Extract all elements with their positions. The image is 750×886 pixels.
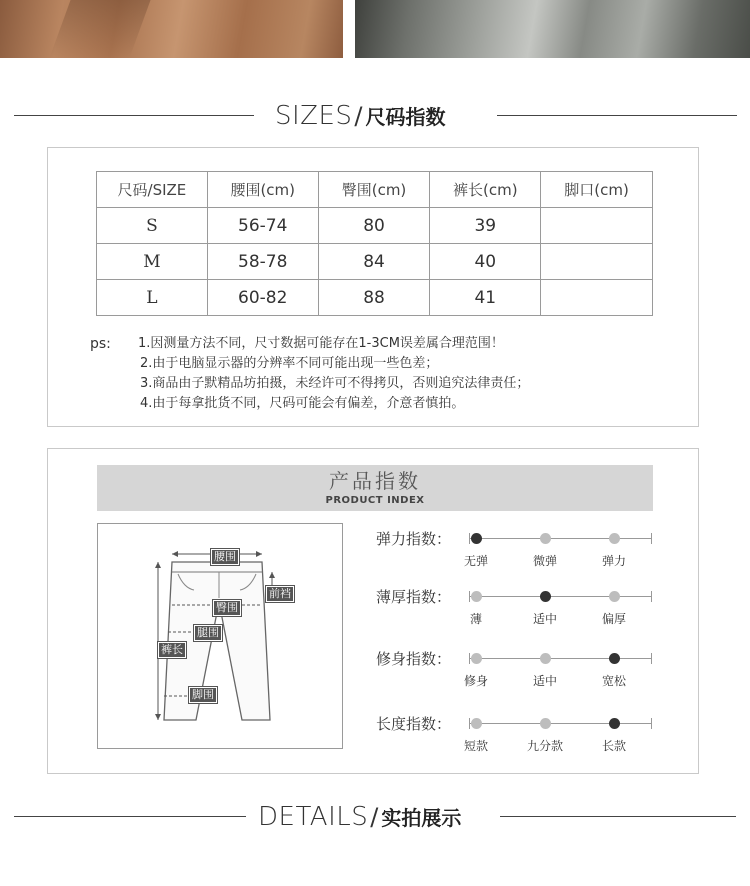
details-heading-cn: 实拍展示 xyxy=(381,806,462,830)
size-table-header: 尺码/SIZE xyxy=(97,172,208,208)
index-title: 长度指数： xyxy=(376,715,452,733)
index-dot xyxy=(540,718,551,729)
heading-rule-left xyxy=(14,115,254,116)
index-track-cap-right xyxy=(651,718,652,729)
size-chart-box xyxy=(47,147,699,427)
index-track xyxy=(469,658,652,659)
details-heading-en: DETAILS xyxy=(258,802,369,832)
details-heading-sep: / xyxy=(370,803,379,831)
length-cell: 39 xyxy=(430,208,541,244)
index-option-label: 九分款 xyxy=(526,739,563,753)
index-track xyxy=(469,538,652,539)
size-cell: L xyxy=(97,280,208,316)
size-table-header: 臀围(cm) xyxy=(318,172,430,208)
index-dot xyxy=(471,591,482,602)
index-track xyxy=(469,723,652,724)
index-option-label: 宽松 xyxy=(601,674,626,688)
product-index-title-cn: 产品指数 xyxy=(329,469,421,493)
index-dot-selected xyxy=(609,653,620,664)
product-index-title-en: PRODUCT INDEX xyxy=(325,495,425,506)
sizes-heading-sep: / xyxy=(354,102,363,130)
thickness-index xyxy=(376,587,656,627)
length-index xyxy=(376,714,656,754)
index-title: 弹力指数： xyxy=(376,530,452,548)
table-row xyxy=(97,280,653,316)
details-heading xyxy=(0,797,750,837)
thigh-label: 腿围 xyxy=(194,625,222,641)
index-dot xyxy=(540,653,551,664)
details-heading-text xyxy=(258,797,461,837)
size-cell: M xyxy=(97,244,208,280)
heading-rule-right xyxy=(497,115,737,116)
table-row xyxy=(97,208,653,244)
index-option-label: 修身 xyxy=(463,674,488,688)
size-table-header-row xyxy=(97,172,653,208)
index-dot xyxy=(540,533,551,544)
product-photo-grey xyxy=(355,0,750,58)
elasticity-index xyxy=(376,529,656,569)
index-track xyxy=(469,596,652,597)
index-option-label: 微弹 xyxy=(532,554,557,568)
index-dot xyxy=(471,718,482,729)
index-dot-selected xyxy=(471,533,482,544)
hip-label: 臀围 xyxy=(213,600,241,616)
hem-label: 脚围 xyxy=(189,687,217,703)
note-item: 4.由于每拿批货不同，尺码可能会有偏差，介意者慎拍。 xyxy=(140,396,465,411)
index-title: 修身指数： xyxy=(376,650,452,668)
pants-diagram xyxy=(97,523,343,749)
waist-cell: 58-78 xyxy=(207,244,318,280)
waist-cell: 56-74 xyxy=(207,208,318,244)
product-photo-brown xyxy=(0,0,343,58)
index-option-label: 薄 xyxy=(469,612,482,626)
size-table-header: 腰围(cm) xyxy=(207,172,318,208)
waist-label: 腰围 xyxy=(211,549,239,565)
index-option-label: 无弹 xyxy=(463,554,488,568)
index-track-cap-right xyxy=(651,653,652,664)
sizes-heading-cn: 尺码指数 xyxy=(365,105,446,129)
front-rise-label: 前裆 xyxy=(266,586,294,602)
sizes-heading xyxy=(0,96,750,136)
hip-cell: 84 xyxy=(318,244,430,280)
index-title: 薄厚指数： xyxy=(376,588,452,606)
index-track-cap-left xyxy=(469,591,470,602)
hem-cell xyxy=(541,208,653,244)
size-table-header: 脚口(cm) xyxy=(541,172,653,208)
hem-cell xyxy=(541,280,653,316)
index-dot xyxy=(609,591,620,602)
note-item: 3.商品由子默精品坊拍摄，未经许可不得拷贝，否则追究法律责任； xyxy=(140,376,530,391)
heading-rule-left xyxy=(14,816,246,817)
table-row xyxy=(97,244,653,280)
heading-rule-right xyxy=(500,816,736,817)
note-item: 1.因测量方法不同，尺寸数据可能存在1-3CM误差属合理范围！ xyxy=(138,336,504,351)
index-option-label: 适中 xyxy=(532,674,557,688)
index-dot xyxy=(609,533,620,544)
size-cell: S xyxy=(97,208,208,244)
hip-cell: 80 xyxy=(318,208,430,244)
index-dot xyxy=(471,653,482,664)
note-item: 2.由于电脑显示器的分辨率不同可能出现一些色差； xyxy=(140,356,439,371)
sizes-heading-text xyxy=(275,96,446,136)
hem-cell xyxy=(541,244,653,280)
length-cell: 40 xyxy=(430,244,541,280)
index-dot-selected xyxy=(609,718,620,729)
notes-list xyxy=(138,334,658,414)
product-index-banner xyxy=(97,465,653,511)
length-label: 裤长 xyxy=(158,642,186,658)
hip-cell: 88 xyxy=(318,280,430,316)
index-track-cap-left xyxy=(469,533,470,544)
index-track-cap-left xyxy=(469,718,470,729)
index-option-label: 长款 xyxy=(601,739,626,753)
sizes-heading-en: SIZES xyxy=(275,101,353,131)
index-option-label: 短款 xyxy=(463,739,488,753)
index-option-label: 适中 xyxy=(532,612,557,626)
product-photo-strip xyxy=(0,0,750,58)
product-index-box xyxy=(47,448,699,774)
fit-index xyxy=(376,649,656,689)
waist-cell: 60-82 xyxy=(207,280,318,316)
index-track-cap-right xyxy=(651,533,652,544)
size-table xyxy=(96,171,653,316)
index-dot-selected xyxy=(540,591,551,602)
index-option-label: 弹力 xyxy=(601,554,626,568)
length-cell: 41 xyxy=(430,280,541,316)
size-table-header: 裤长(cm) xyxy=(430,172,541,208)
notes-prefix: ps: xyxy=(90,336,111,352)
index-track-cap-right xyxy=(651,591,652,602)
index-option-label: 偏厚 xyxy=(601,612,626,626)
index-track-cap-left xyxy=(469,653,470,664)
